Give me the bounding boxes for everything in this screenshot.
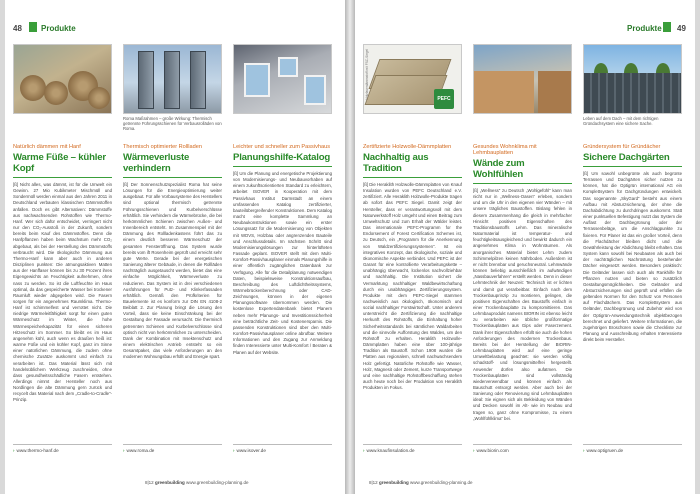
arrow-icon: › xyxy=(583,448,585,453)
divider xyxy=(583,166,682,167)
footer-url: www.greenbuilding-planning.de xyxy=(185,480,249,485)
article-biorin xyxy=(473,44,572,494)
left-page xyxy=(5,0,345,494)
divider xyxy=(583,444,682,445)
website-text: www.knaufinsulation.de xyxy=(366,448,415,453)
website-text: www.thermo-hanf.de xyxy=(16,448,59,453)
left-page-header xyxy=(5,0,345,33)
right-page-header xyxy=(355,0,695,33)
page-number: 48 xyxy=(13,24,22,33)
divider xyxy=(363,177,462,178)
divider xyxy=(233,444,332,445)
article-body: [ß] Um die Planung und energetische Projektierung von Modernisierungs- und Neubauvorhaben auf einem zukunftsorientierten Standard zu erleichtern, arbeitet ISOVER in Kooperation mit dem Passivhaus Institut Darmstadt an einem umfassenden Katalog zertifizierter, bauteilübergreifender Konstruktionen. Dem Katalog macht eine komplette Sammlung an Neubaukonstruktionen sowie ein erster Lösungssatz für die Modernisierung von Objekten mit WDVS, Holzbau oder angrenzenden Bauteile und Anschlussdetails. Im nächsten Schritt sind Modernisierungslösungen zur hinterlüfteten Fassade geplant. ISOVER stellt mit dem Multi-Komfort-Passivhausplaner einmals Planungshilfe in einer öffentlich zugänglichen Datenbank zur Verfügung. Alle für die Detailplanung notwendigen Daten, beispielsweise Konstruktionsaufbau, Beschreibung des Luftdichtheitssystems, Wärmebrückenberechnung oder CAD-Zeichnungen, können in der eigenen Planungssoftware übernommen werden. Die kostenlose Expertendatenbank bietet Planern neben mehr Planungs- und Investitionssicherheit eine beträchtliche Zeit- und Kostenersparnis. Die passenden Konstruktionen sind über den Multi-Komfort-Passivhausplaner online abrufbar. Weitere Informationen und den Zugang zur Anmeldung finden Interessierte unter Multi-Komfort / Beraten & Planen auf der Website. xyxy=(233,171,332,355)
article-optigruen xyxy=(583,44,682,481)
footer-url: www.greenbuilding-planning.de xyxy=(409,480,473,485)
pefc-logo: PEFC xyxy=(434,89,454,109)
article-headline: Sichere Dachgärten xyxy=(583,152,670,163)
photo-caption xyxy=(233,116,332,138)
passive-house-photo xyxy=(233,44,332,114)
article-body: [ß] Um sowohl unbegrünte als auch begrünte Terrassen und Dachgärten sicher nutzen zu können, hat die Optigrün international AG ein Komplettsystem für Dachgründungen entwickelt. Das sogenannte „SkyGard“ besteht aus einem Aufbau mit Absturzsicherung, der ohne die Dachabdichtung zu durchdringen auskommt. Statt einer punktuellen Befestigung nutzt das System die Auflast der Dachbegrünung oder der Terrassenbeläge, um die Anschlagpunkte zu fixieren. Für Planer ist das ein großer Vorteil, denn die Flachdächer bleiben dicht und die Gewährleistung der Abdichtung bleibt erhalten. Das System kann sowohl bei Neubauten als auch bei der nachträglichen Nachrüstung bestehender Dächer eingesetzt werden. Besonders praktisch: Die Geländer lassen sich auch als Rankhilfe für Pflanzen nutzen und bieten so zusätzlich Gestaltungsmöglichkeiten. Die Geländer und Absturzsicherungen sind geprüft und erfüllen die geltenden Normen für den Schutz von Personen auf Flachdächern. Das Komplettsystem aus Geländer, Dachbegrünung und Zubehör wird von der Optigrün-Anwendungstechnik objektbezogen berechnet und geliefert. Weitere Informationen, die zugehörigen Broschüren sowie die Checkliste zur Planung und Ausschreibung erhalten Interessierte direkt beim Hersteller. xyxy=(583,171,682,343)
article-headline: Wärmeverluste verhindern xyxy=(123,152,190,174)
divider xyxy=(13,444,112,445)
section-marker xyxy=(29,22,37,32)
website-text: www.isover.de xyxy=(236,448,266,453)
article-hemp xyxy=(13,44,112,492)
article-kicker: Zertifizierte Holzwolle-Dämmplatten xyxy=(363,144,452,150)
article-body: [ß] Der Sonnenschutzspezialist Roma hat seine Lösungen für die Energieoptimierung weiter ausgebaut. Für alle Vorbausysteme des Herstellers sind optional thermisch getrennte Führungsschienen und Kurbelverschlüsse erhältlich. Sie verhindern die Wärmebrücke, die bei herkömmlichen Schienen zwischen Außen- und Innenbereich entsteht. Im Zusammenspiel mit der Dämmung des Rollladenkastens führt das zu einem deutlich besseren Wärmeschutz der gesamten Fensteröffnung. Das System wurde bereits vom ift Rosenheim geprüft und erreicht sehr gute Werte. Gerade bei der energetischen Sanierung älterer Gebäude, in denen die Rollläden nachträglich ausgetauscht werden, bietet das eine einfache Möglichkeit, Wärmeverluste zu reduzieren. Das System ist in drei verschiedenen Ausführungen für Putz- und Klinkerfassaden erhältlich. Gemäß den Prüfkriterien für Bauelemente ist es konform zur DIN EN 4108-2 Beiblatt 2. Zur Planung bringt die Lösung den Vorteil, dass sie keine Einschränkung bei der Gestaltung der Fassade verursacht. Die thermisch getrennten Schienen und Kurbelverschlüsse sind optisch nicht von herkömmlichen zu unterscheiden. Dank der Kombination mit Insektenschutz und einem elektrischen Antrieb entsteht so ein Gesamtpaket, das viele Anforderungen an den modernen Wohnungsbau erfüllt und Energie spart. xyxy=(123,182,222,360)
page-footer xyxy=(145,480,249,485)
divider xyxy=(13,177,112,178)
divider xyxy=(233,166,332,167)
issue-number: 8|12 xyxy=(369,480,378,485)
arrow-icon: › xyxy=(233,448,235,453)
page-number: 49 xyxy=(677,24,686,33)
roof-garden-photo xyxy=(583,44,682,114)
issue-number: 8|12 xyxy=(145,480,154,485)
article-body: [ß] Die Heraklith Holzwolle-Dämmplatten von Knauf Insulation wurden von PEFC Deutschland e.V. zertifiziert. Alle Heraklith Holzwolle-Produkte tragen ab sofort das PEFC Siegel. Damit zeigt der Hersteller, dass er verantwortungsvoll mit dem Naturwerkstoff Holz umgeht und einen Beitrag zum Umweltschutz und zum Erhalt der Wälder leistet. Das internationale PEFC-Programm for the Endorsement of Forest Certification Schemes ist, zu Deutsch, ein „Programm für die Anerkennung von Waldzertifizierungssystemen“. Ist ein integratives Konzept, das ökologische, soziale und ökonomische Aspekte verbindet. Und PEFC ist der Garant für eine kontrollierte Verarbeitungskette – unabhängig überwacht, lückenlos nachvollziehbar und nachhaltig. Die Institution sichert die Vermarktung nachhaltiger Waldbewirtschaftung durch ein unabhängiges Zertifizierungssystem. Produkte mit dem PEFC-Siegel stammen nachweislich aus ökologisch, ökonomisch und sozial nachhaltiger Forstwirtschaft. Unter anderem unterstreicht die Zertifizierung die nachhaltige Herkunft des Rohstoffs, die Einhaltung hoher Sicherheitsstandards bei sämtlichen Waldarbeiten und die sinnvolle Aufforstung des Waldes, um den Rohstoff zu erhalten. Heraklith Holzwolle-Dämmplatten haben eine über 100-jährige Tradition als Baustoff. Schon 1908 wurden die Platten aus regionalem, schnell nachwachsendem Holz gefertigt. Natürliche Rohstoffe wie Wasser, Holz, Magnesit oder Zement, kurze Transportwege und eine nachhaltige Rohstoffbeschaffung stehen auch heute noch bei der Produktion von Heraklith Produkten im Fokus. xyxy=(363,182,462,391)
photo-caption xyxy=(473,116,572,138)
article-website-link[interactable] xyxy=(473,448,509,453)
website-text: www.roma.de xyxy=(126,448,155,453)
photo-caption xyxy=(13,116,112,138)
divider xyxy=(473,183,572,184)
article-headline: Warme Füße – kühler Kopf xyxy=(13,152,106,174)
article-body: [ß] Nicht alles, was dämmt, ist für die Umwelt ein Gewinn. 27 Mio Kubikmeter Mischmüll und Sondermüll werden einmal aus den Jahren 2011 in Deutschland verbauten klassischen Dämmstoffen anfallen. Doch es gibt Alternativen: Dämmstoffe aus nachwachsenden Rohstoffen wie Thermo-Hanf. Wer sich dafür entscheidet, verringert nicht nur den CO₂-Ausstoß in der Zukunft, sondern bereits beim Kauf des Dämmstoffes. Denn die Hanfpflanzen haben beim Wachstum mehr CO₂ abgebaut, als bei der Herstellung des Dämmstoffs verbraucht wird. Die ökologische Dämmung aus Thermo-Hanf kann aber auch in anderen Disziplinen punkten: Die atmungsaktiven Matten aus der Hanffaser können bis zu 30 Prozent ihres Eigengewichts an Feuchtigkeit aufnehmen, ohne nass zu werden. So ist die Luftfeuchte im Haus optimal, da das gespeicherte Wasser bei trockener Raumluft wieder abgegeben wird. Die Fasern sorgen für ein angenehmes Raumklima. Thermo-Hanf ist schimmelfest und verrottet nicht. Die niedrige Wärmeleitfähigkeit sorgt für einen guten Wärmeschutz im Winter, die hohe Wärmespeicherkapazität für einen sicheren Hitzeschutz im Sommer. So bleibt es im Haus angenehm kühl, auch wenn es draußen heiß ist: warme Füße und ein kühler Kopf, ganz im Sinne einer natürlichen Dämmung, die zudem ohne chemische Zusätze auskommt und einfach zu verarbeiten ist. Das Material lässt sich mit handelsüblichem Werkzeug zuschneiden, ohne dass gesundheitsschädliche Fasern entstehen. Allerdings nimmt der Hersteller noch aus Nordlingen die alte Dämmung gern zurück und recycelt das Material nach dem „Cradle-to-Cradle“-Prinzip. xyxy=(13,182,112,403)
magazine-name: greenbuilding xyxy=(154,480,185,485)
article-kicker: Thermisch optimierter Rollladen xyxy=(123,144,202,150)
article-headline: Wände zum Wohlfühlen xyxy=(473,158,525,180)
divider xyxy=(363,444,462,445)
right-page xyxy=(355,0,695,494)
article-headline: Planungshilfe-Katalog xyxy=(233,152,331,163)
section-title: Produkte xyxy=(41,24,76,33)
article-website-link[interactable] xyxy=(583,448,623,453)
photo-credit: Holzfaserdämmstoff mit FSC-Siegel xyxy=(365,49,369,100)
wood-wool-board-photo xyxy=(363,44,462,114)
website-text: www.optigruen.de xyxy=(586,448,624,453)
divider xyxy=(123,177,222,178)
article-headline: Nachhaltig aus Tradition xyxy=(363,152,429,174)
section-title: Produkte xyxy=(627,24,662,33)
article-kicker: Gesundes Wohnklima mit Lehmbauplatten xyxy=(473,144,537,156)
photo-caption: Roma Maßrahmen – große Wirkung: Thermisch getrennte Führungsschienen für Verbausrolläden von Roma. xyxy=(123,116,222,132)
article-kicker: Gründersystem für Gründächer xyxy=(583,144,661,150)
photo-caption: Leben auf dem Dach – mit dem richtigen Gründachsystem eine sichere Sache. xyxy=(583,116,659,127)
spine-shadow xyxy=(345,0,355,494)
roller-shutter-photo xyxy=(123,44,222,114)
arrow-icon: › xyxy=(363,448,365,453)
website-text: www.biorin.com xyxy=(476,448,509,453)
article-body: [ß] „Wellness“ zu Deutsch „Wohlgefühl“ kann man nicht nur in „Wellness-Oasen“ erleben, sondern und um die Uhr in den eigenen vier Wänden – mit unsere trägliches Baustoffen. Bislang fehlen in diesem Zusammenhang die gleich in mehrfacher Hinsicht positiven Eigenschaften des Traditionsbaustoffs Lehm. Das mineralische Naturmaterial ist temperatur- und feuchtigkeitsausgleichend und bewirkt dadurch ein angenehmes Klima in Wohnräumen. Als anorganisches Material bietet Lehm zudem Schimmelpilzen keinen Nährboden. Außerdem ist er nicht brennbar und geruchsneutral. Lehmwände können beliebig ausschließlich im aufwändigen „Nassbauverfahren“ erstellt werden. Denn in dieser Lehmtechnik der Neuzeit: Technisch ist er lichten und damit gut verarbeitbar. Einfach nach dem Trockenbauprinzip zu montieren, gelingen, die positiven Eigenschaften des Baustoffs einfach in einer Trockenbauplatte zu kompromittieren. Das Lehmbauprodukt namens BIORIN ist ebenso leicht zu verarbeiten wie übliche großformatige Trockenbauplatten aus Gips oder Faserzement. Dank ihrer Eigenschaften erfüllt sie auch die hohen Anforderungen des modernen Trockenbaus. Bereits bei der Herstellung der BIORIN-Lehmbauplatten wird auf eine geringe Umweltbelastung geachtet: sie werden völlig schadstoff- und lösungsmittelfrei hergestellt. Anwender dürfen also aufatmen. Die Trockenbauplatten sind vollständig wiederverwendbar und können einfach als Bauschutt entsorgt werden. Aber auch bei der Sanierung oder Renovierung sind Lehmbauplatten ideal: Sie eignen sich als Bekleidung von Wänden und Decken sowohl im Alt- wie im Neubau und tragen so, ganz ohne Kompromisse, zu einem „Wohlfühlklima“ bei. xyxy=(473,188,572,421)
section-marker xyxy=(663,22,671,32)
arrow-icon: › xyxy=(13,448,15,453)
article-website-link[interactable] xyxy=(13,448,59,453)
hemp-insulation-photo xyxy=(13,44,112,114)
article-roma xyxy=(123,44,222,492)
article-isover xyxy=(233,44,332,481)
article-knauf xyxy=(363,44,462,492)
clay-panel-photo xyxy=(473,44,572,114)
article-website-link[interactable] xyxy=(233,448,266,453)
page-footer xyxy=(369,480,473,485)
article-kicker: Natürlich dämmen mit Hanf xyxy=(13,144,81,150)
divider xyxy=(123,444,222,445)
magazine-name: greenbuilding xyxy=(378,480,409,485)
arrow-icon: › xyxy=(473,448,475,453)
photo-caption-spacer xyxy=(363,116,462,138)
divider xyxy=(473,444,572,445)
article-website-link[interactable] xyxy=(123,448,154,453)
arrow-icon: › xyxy=(123,448,125,453)
article-kicker: Leichter und schneller zum Passivhaus xyxy=(233,144,331,150)
article-website-link[interactable] xyxy=(363,448,415,453)
